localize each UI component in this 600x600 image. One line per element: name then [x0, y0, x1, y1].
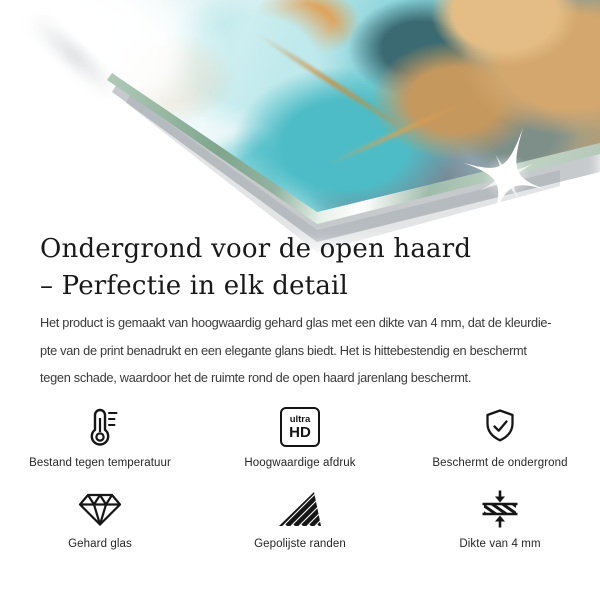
ultra-hd-text-bottom: HD — [289, 423, 311, 441]
feature-label: Dikte van 4 mm — [459, 538, 541, 550]
feature-polished-edges — [200, 488, 400, 550]
feature-label: Gehard glas — [68, 538, 132, 550]
feature-protection — [400, 403, 600, 469]
title-line-2: – Perfectie in elk detail — [40, 271, 349, 301]
product-hero-image — [0, 0, 600, 245]
shield-check-icon — [478, 403, 522, 451]
section-description — [40, 309, 551, 392]
features-row-1 — [0, 403, 600, 469]
feature-tempered-glass — [0, 488, 200, 550]
thermometer-icon — [78, 403, 122, 451]
feature-label: Beschermt de ondergrond — [432, 457, 568, 469]
polished-edges-icon — [276, 488, 324, 530]
description-line: pte van de print benadrukt en een elegante glans biedt. Het is hittebestendig en beschermt — [40, 342, 527, 358]
diamond-icon — [77, 488, 123, 530]
title-line-1: Ondergrond voor de open haard — [40, 234, 472, 264]
features-row-2 — [0, 488, 600, 550]
feature-print-quality — [200, 403, 400, 469]
sparkle-highlight — [442, 112, 572, 242]
description-line: Het product is gemaakt van hoogwaardig gehard glas met een dikte van 4 mm, dat de kleurdie- — [40, 315, 552, 330]
feature-label: Gepolijste randen — [254, 538, 346, 550]
description-line: tegen schade, waardoor het de ruimte rond de open haard jarenlang beschermt. — [40, 370, 472, 385]
feature-thickness — [400, 488, 600, 550]
feature-label: Hoogwaardige afdruk — [244, 457, 356, 469]
ultra-hd-icon — [280, 407, 320, 447]
ultra-hd-text-top: ultra — [289, 413, 311, 425]
feature-temperature — [0, 403, 200, 469]
feature-label: Bestand tegen temperatuur — [29, 457, 171, 469]
thickness-icon — [477, 488, 523, 530]
page-title — [40, 231, 471, 305]
